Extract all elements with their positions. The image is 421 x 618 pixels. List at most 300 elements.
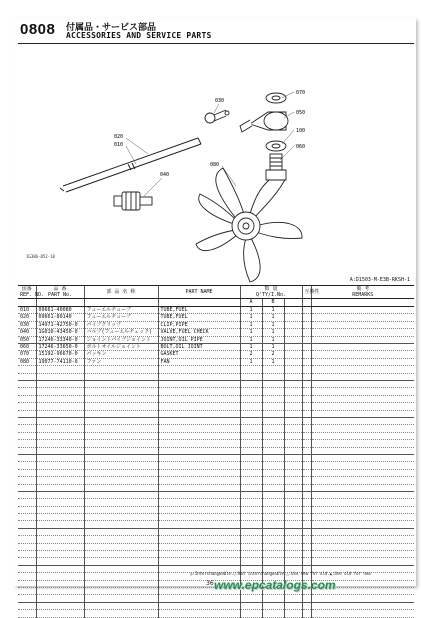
cell-part: 19077-74110-0 [36, 358, 84, 365]
table-row [18, 388, 414, 395]
empty-cell [262, 373, 284, 380]
empty-cell [36, 366, 84, 373]
empty-cell [262, 425, 284, 432]
empty-cell [158, 417, 240, 424]
empty-cell [36, 440, 84, 447]
empty-cell [158, 610, 240, 617]
empty-cell [302, 440, 311, 447]
table-row [18, 528, 414, 535]
empty-cell [18, 469, 36, 476]
header-compat: 互換性 [302, 286, 311, 299]
empty-cell [262, 417, 284, 424]
table-row [18, 329, 414, 336]
cell-jp: バルブ(フューエルチェック) [84, 329, 158, 336]
callout-label: 080 [210, 162, 220, 168]
empty-cell [311, 321, 414, 328]
empty-cell [36, 521, 84, 528]
empty-cell [262, 595, 284, 602]
empty-cell [311, 514, 414, 521]
cell-jp: パッキン [84, 351, 158, 358]
empty-cell [18, 477, 36, 484]
oil-joint-drawing [240, 93, 288, 180]
cell-b: 1 [262, 344, 284, 351]
empty-cell [84, 373, 158, 380]
empty-cell [158, 543, 240, 550]
interchangeability-footnote: ◎:Interchangeable.○:Not interchangeable.△:Use new for old.▲:Use old for new [190, 571, 371, 576]
empty-cell [84, 410, 158, 417]
empty-cell [36, 381, 84, 388]
empty-cell [36, 477, 84, 484]
empty-cell [158, 484, 240, 491]
cell-name: CLIP,PIPE [158, 321, 240, 328]
empty-cell [262, 462, 284, 469]
empty-cell [311, 344, 414, 351]
table-row [18, 536, 414, 543]
empty-cell [284, 462, 302, 469]
empty-cell [302, 307, 311, 314]
empty-cell [84, 528, 158, 535]
empty-cell [158, 425, 240, 432]
empty-cell [84, 499, 158, 506]
empty-cell [36, 565, 84, 572]
empty-cell [262, 432, 284, 439]
empty-cell [302, 321, 311, 328]
empty-cell [284, 602, 302, 609]
empty-cell [302, 344, 311, 351]
empty-cell [36, 425, 84, 432]
empty-cell [84, 491, 158, 498]
cell-b: 1 [262, 329, 284, 336]
empty-cell [262, 558, 284, 565]
empty-cell [36, 543, 84, 550]
cell-jp: パイプクリップ [84, 321, 158, 328]
empty-cell [262, 484, 284, 491]
catalog-page [14, 18, 416, 586]
empty-cell [240, 551, 262, 558]
cell-name: BOLT,OIL JOINT [158, 344, 240, 351]
empty-cell [18, 440, 36, 447]
empty-cell [284, 410, 302, 417]
table-row [18, 410, 414, 417]
model-code: A:D1503-M-E3B-RKSH-1 [349, 277, 410, 283]
empty-cell [302, 388, 311, 395]
empty-cell [158, 514, 240, 521]
empty-cell [36, 395, 84, 402]
empty-cell [302, 366, 311, 373]
empty-cell [284, 477, 302, 484]
table-row [18, 314, 414, 321]
empty-cell [284, 484, 302, 491]
empty-cell [36, 469, 84, 476]
table-row [18, 551, 414, 558]
header-ref: 図番 REF. NO. [20, 286, 45, 298]
empty-cell [284, 521, 302, 528]
empty-cell [18, 432, 36, 439]
cell-b: 1 [262, 336, 284, 343]
table-row [18, 425, 414, 432]
empty-cell [36, 484, 84, 491]
empty-cell [302, 417, 311, 424]
empty-cell [284, 425, 302, 432]
empty-cell [84, 506, 158, 513]
empty-cell [240, 462, 262, 469]
empty-cell [284, 417, 302, 424]
empty-cell [311, 610, 414, 617]
table-row [18, 336, 414, 343]
empty-cell [18, 595, 36, 602]
empty-cell [284, 491, 302, 498]
callout-label: 070 [296, 90, 306, 96]
table-row [18, 344, 414, 351]
table-row [18, 610, 414, 617]
cell-ref: 060 [18, 344, 36, 351]
empty-cell [284, 536, 302, 543]
empty-cell [36, 573, 84, 580]
empty-cell [262, 477, 284, 484]
empty-cell [158, 454, 240, 461]
pipe-clip-drawing [205, 110, 229, 123]
header-name-jp: 部 品 名 称 [84, 286, 158, 299]
empty-cell [240, 381, 262, 388]
empty-cell [284, 551, 302, 558]
empty-cell [284, 469, 302, 476]
empty-cell [311, 358, 414, 365]
cell-a: 1 [240, 329, 262, 336]
empty-cell [84, 521, 158, 528]
empty-cell [18, 388, 36, 395]
empty-cell [18, 491, 36, 498]
empty-cell [284, 344, 302, 351]
empty-cell [284, 366, 302, 373]
cell-a: 1 [240, 321, 262, 328]
table-row [18, 477, 414, 484]
empty-cell [240, 558, 262, 565]
cell-b: 1 [262, 358, 284, 365]
empty-cell [262, 388, 284, 395]
empty-cell [262, 366, 284, 373]
table-row [18, 602, 414, 609]
empty-cell [158, 373, 240, 380]
cell-a: 1 [240, 344, 262, 351]
empty-cell [158, 388, 240, 395]
empty-cell [311, 469, 414, 476]
empty-cell [158, 366, 240, 373]
empty-cell [284, 440, 302, 447]
empty-cell [311, 351, 414, 358]
empty-cell [158, 462, 240, 469]
table-row [18, 351, 414, 358]
empty-cell [158, 595, 240, 602]
empty-cell [84, 580, 158, 587]
empty-cell [18, 573, 36, 580]
empty-cell [240, 536, 262, 543]
empty-cell [311, 499, 414, 506]
empty-cell [84, 602, 158, 609]
table-row [18, 491, 414, 498]
empty-cell [240, 440, 262, 447]
fan-drawing [196, 168, 302, 282]
empty-cell [240, 521, 262, 528]
empty-cell [158, 469, 240, 476]
empty-cell [84, 432, 158, 439]
empty-cell [302, 491, 311, 498]
empty-cell [302, 447, 311, 454]
empty-cell [262, 610, 284, 617]
table-row [18, 440, 414, 447]
empty-cell [302, 506, 311, 513]
empty-cell [262, 447, 284, 454]
cell-ref: 070 [18, 351, 36, 358]
empty-cell [311, 314, 414, 321]
empty-cell [311, 417, 414, 424]
empty-cell [158, 558, 240, 565]
empty-cell [284, 528, 302, 535]
empty-cell [311, 410, 414, 417]
cell-a: 2 [240, 351, 262, 358]
empty-cell [302, 477, 311, 484]
empty-cell [311, 403, 414, 410]
empty-cell [302, 403, 311, 410]
empty-cell [302, 462, 311, 469]
empty-cell [262, 551, 284, 558]
empty-cell [311, 491, 414, 498]
empty-cell [18, 558, 36, 565]
empty-cell [84, 462, 158, 469]
empty-cell [302, 432, 311, 439]
table-row [18, 381, 414, 388]
title-english: ACCESSORIES AND SERVICE PARTS [66, 31, 212, 40]
empty-cell [262, 454, 284, 461]
empty-cell [84, 454, 158, 461]
empty-cell [284, 432, 302, 439]
empty-cell [18, 410, 36, 417]
empty-cell [302, 528, 311, 535]
exploded-parts-diagram [18, 46, 414, 286]
empty-cell [84, 536, 158, 543]
header-quantity: 数 量 Q'TY/I.No. [240, 286, 302, 299]
cell-part: 09661-40080 [36, 307, 84, 314]
table-row [18, 469, 414, 476]
cell-part: 15192-96670-0 [36, 351, 84, 358]
empty-cell [262, 506, 284, 513]
cell-a: 1 [240, 336, 262, 343]
empty-cell [240, 595, 262, 602]
empty-cell [311, 447, 414, 454]
empty-cell [240, 543, 262, 550]
cell-jp: ボルトオイルジョイント [84, 344, 158, 351]
empty-cell [302, 514, 311, 521]
table-row [18, 462, 414, 469]
empty-cell [240, 506, 262, 513]
cell-jp: ファン [84, 358, 158, 365]
cell-ref: 080 [18, 358, 36, 365]
empty-cell [284, 403, 302, 410]
header-part-name: PART NAME [158, 286, 240, 299]
empty-cell [284, 499, 302, 506]
empty-cell [284, 336, 302, 343]
callout-label: 050 [296, 110, 306, 116]
empty-cell [240, 395, 262, 402]
empty-cell [18, 395, 36, 402]
table-row [18, 484, 414, 491]
cell-a: 1 [240, 314, 262, 321]
cell-name: JOINT,OIL PIPE [158, 336, 240, 343]
empty-cell [36, 499, 84, 506]
empty-cell [36, 551, 84, 558]
cell-ref: 050 [18, 336, 36, 343]
empty-cell [240, 454, 262, 461]
empty-cell [158, 432, 240, 439]
empty-cell [302, 336, 311, 343]
empty-cell [84, 447, 158, 454]
empty-cell [262, 521, 284, 528]
cell-part: 17246-33650-0 [36, 344, 84, 351]
empty-cell [284, 610, 302, 617]
empty-cell [36, 610, 84, 617]
empty-cell [262, 410, 284, 417]
empty-cell [311, 521, 414, 528]
empty-cell [18, 521, 36, 528]
empty-cell [262, 440, 284, 447]
cell-ref: 030 [18, 321, 36, 328]
empty-cell [84, 551, 158, 558]
empty-cell [311, 440, 414, 447]
empty-cell [240, 469, 262, 476]
table-row [18, 521, 414, 528]
empty-cell [36, 602, 84, 609]
empty-cell [284, 307, 302, 314]
empty-cell [84, 366, 158, 373]
empty-cell [262, 602, 284, 609]
cell-part: 09661-80140 [36, 314, 84, 321]
empty-cell [302, 558, 311, 565]
cell-name: TUBE,FUEL [158, 307, 240, 314]
empty-cell [302, 425, 311, 432]
table-row [18, 454, 414, 461]
empty-cell [284, 358, 302, 365]
table-row [18, 499, 414, 506]
empty-cell [311, 425, 414, 432]
empty-cell [284, 321, 302, 328]
empty-cell [84, 381, 158, 388]
empty-cell [158, 447, 240, 454]
empty-cell [284, 381, 302, 388]
empty-cell [84, 425, 158, 432]
empty-cell [84, 484, 158, 491]
empty-cell [18, 366, 36, 373]
empty-cell [262, 528, 284, 535]
cell-name: GASKET [158, 351, 240, 358]
empty-cell [158, 602, 240, 609]
empty-cell [18, 587, 36, 594]
empty-cell [311, 484, 414, 491]
empty-cell [240, 514, 262, 521]
empty-cell [240, 602, 262, 609]
empty-cell [240, 447, 262, 454]
empty-cell [284, 388, 302, 395]
header-col-a: A [240, 299, 262, 307]
empty-cell [84, 610, 158, 617]
empty-cell [311, 366, 414, 373]
empty-cell [302, 373, 311, 380]
parts-table [18, 285, 414, 618]
empty-cell [36, 462, 84, 469]
empty-cell [311, 558, 414, 565]
empty-cell [302, 543, 311, 550]
empty-cell [284, 558, 302, 565]
empty-cell [302, 521, 311, 528]
empty-cell [158, 536, 240, 543]
table-row [18, 417, 414, 424]
empty-cell [18, 528, 36, 535]
empty-cell [302, 381, 311, 388]
table-row [18, 366, 414, 373]
empty-cell [284, 506, 302, 513]
table-row [18, 432, 414, 439]
header-rule [18, 43, 414, 44]
empty-cell [84, 477, 158, 484]
empty-cell [240, 388, 262, 395]
empty-cell [262, 491, 284, 498]
empty-cell [311, 536, 414, 543]
empty-cell [36, 528, 84, 535]
table-row [18, 307, 414, 314]
empty-cell [240, 484, 262, 491]
empty-cell [36, 536, 84, 543]
empty-cell [84, 587, 158, 594]
empty-cell [18, 543, 36, 550]
empty-cell [311, 528, 414, 535]
empty-cell [36, 388, 84, 395]
table-row [18, 506, 414, 513]
empty-cell [36, 506, 84, 513]
empty-cell [36, 447, 84, 454]
empty-cell [36, 580, 84, 587]
watermark: www.epcatalogs.com [214, 578, 336, 592]
cell-name: FAN [158, 358, 240, 365]
table-row [18, 321, 414, 328]
cell-part: 1G010-43450-0 [36, 329, 84, 336]
empty-cell [302, 499, 311, 506]
cell-part: 17246-33340-0 [36, 336, 84, 343]
empty-cell [311, 477, 414, 484]
callout-label: 060 [296, 144, 306, 150]
empty-cell [158, 403, 240, 410]
empty-cell [84, 403, 158, 410]
empty-cell [284, 447, 302, 454]
empty-cell [240, 477, 262, 484]
empty-cell [18, 514, 36, 521]
empty-cell [311, 336, 414, 343]
cell-ref: 020 [18, 314, 36, 321]
empty-cell [158, 440, 240, 447]
callout-label: 040 [160, 172, 170, 178]
empty-cell [18, 610, 36, 617]
empty-cell [302, 484, 311, 491]
empty-cell [36, 514, 84, 521]
empty-cell [262, 499, 284, 506]
empty-cell [284, 595, 302, 602]
empty-cell [311, 543, 414, 550]
empty-cell [158, 506, 240, 513]
empty-cell [302, 551, 311, 558]
empty-cell [240, 425, 262, 432]
empty-cell [302, 595, 311, 602]
empty-cell [302, 351, 311, 358]
empty-cell [302, 358, 311, 365]
cell-b: 1 [262, 307, 284, 314]
check-valve-drawing [114, 192, 152, 210]
